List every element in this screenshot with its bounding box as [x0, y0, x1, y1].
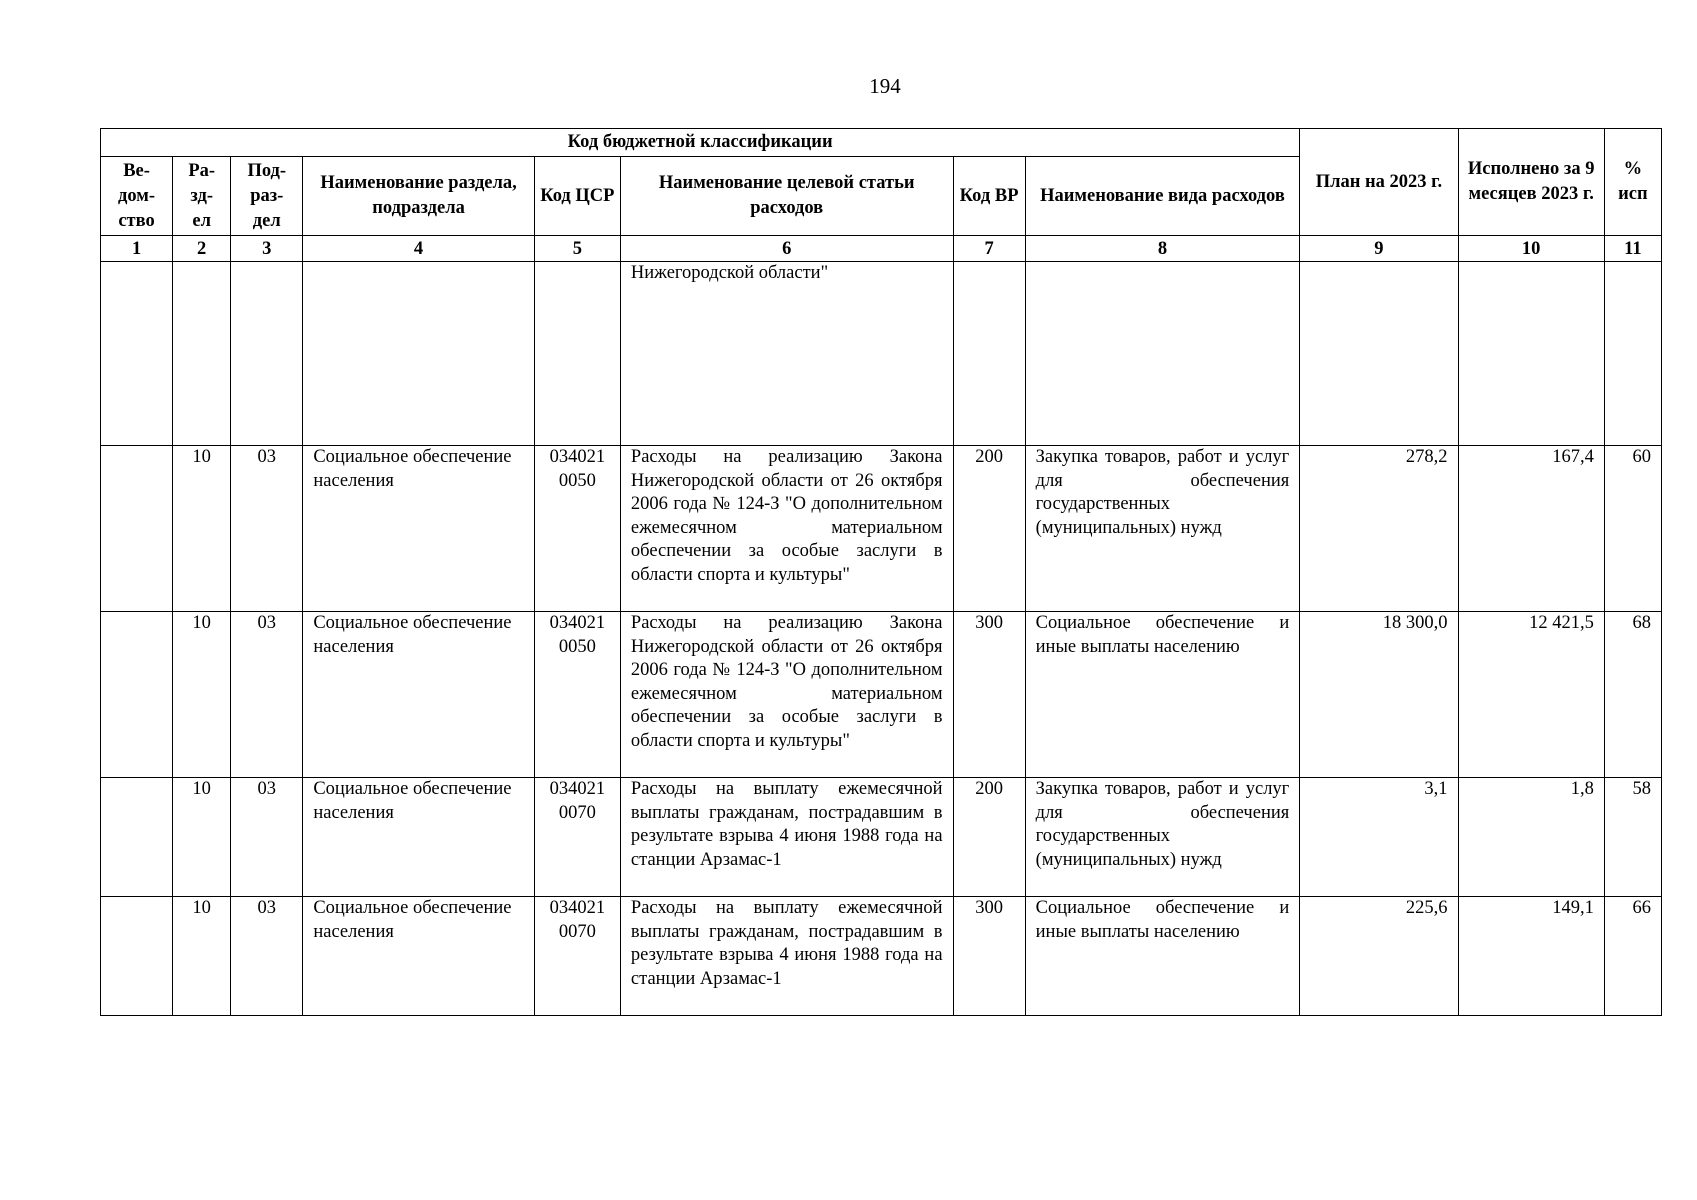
target-name-cell: Расходы на выплату ежемесячной выплаты гражданам, пострадавшим в результате взрыва 4 июня 1988 года на станции Арзамас-1 — [620, 897, 953, 1016]
column-number: 11 — [1604, 236, 1661, 262]
column-number: 5 — [534, 236, 620, 262]
percent-cell: 66 — [1604, 897, 1661, 1016]
dept-cell — [101, 446, 173, 612]
dept-cell — [101, 612, 173, 778]
budget-table — [100, 128, 1662, 1016]
column-number: 4 — [303, 236, 534, 262]
section-cell: 10 — [173, 612, 231, 778]
table-row — [101, 612, 1662, 778]
percent-cell: 58 — [1604, 778, 1661, 897]
target-name-cell: Расходы на реализацию Закона Нижегородской области от 26 октября 2006 года № 124-З "О дополнительном ежемесячном материальном обеспечении за особые заслуги в области спорта и культуры" — [620, 612, 953, 778]
vr-name-cell: Социальное обеспечение и иные выплаты населению — [1025, 612, 1300, 778]
column-number: 2 — [173, 236, 231, 262]
plan-cell: 225,6 — [1300, 897, 1458, 1016]
section-cell: 10 — [173, 897, 231, 1016]
section-name-cell: Социальное обеспечение населения — [303, 778, 534, 897]
subsection-cell: 03 — [231, 612, 303, 778]
column-number: 10 — [1458, 236, 1604, 262]
vr-cell: 200 — [953, 446, 1025, 612]
subsection-cell: 03 — [231, 778, 303, 897]
plan-cell: 278,2 — [1300, 446, 1458, 612]
page-number: 194 — [869, 74, 901, 98]
percent-cell: 60 — [1604, 446, 1661, 612]
dept-cell — [101, 778, 173, 897]
vr-name-cell: Закупка товаров, работ и услуг для обеспечения государственных (муниципальных) нужд — [1025, 778, 1300, 897]
column-number: 7 — [953, 236, 1025, 262]
table-row — [101, 446, 1662, 612]
section-name-cell: Социальное обеспечение населения — [303, 446, 534, 612]
vr-name-cell: Закупка товаров, работ и услуг для обеспечения государственных (муниципальных) нужд — [1025, 446, 1300, 612]
column-number: 6 — [620, 236, 953, 262]
target-name-cell: Расходы на выплату ежемесячной выплаты гражданам, пострадавшим в результате взрыва 4 июня 1988 года на станции Арзамас-1 — [620, 778, 953, 897]
budget-classification-header: Код бюджетной классификации — [101, 129, 1300, 157]
dept-column-header: Ве- дом- ство — [101, 157, 173, 236]
percent-column-header: % исп — [1604, 129, 1661, 236]
target-name-cell: Расходы на реализацию Закона Нижегородской области от 26 октября 2006 года № 124-З "О дополнительном ежемесячном материальном обеспечении за особые заслуги в области спорта и культуры" — [620, 446, 953, 612]
plan-column-header: План на 2023 г. — [1300, 129, 1458, 236]
subsection-cell: 03 — [231, 897, 303, 1016]
vr-name-cell: Социальное обеспечение и иные выплаты населению — [1025, 897, 1300, 1016]
csr-cell: 034021 0070 — [534, 897, 620, 1016]
done-cell: 1,8 — [1458, 778, 1604, 897]
column-number: 1 — [101, 236, 173, 262]
target-name-column-header: Наименование целевой статьи расходов — [620, 157, 953, 236]
subsection-cell: 03 — [231, 446, 303, 612]
section-cell: 10 — [173, 778, 231, 897]
csr-column-header: Код ЦСР — [534, 157, 620, 236]
percent-cell: 68 — [1604, 612, 1661, 778]
subsection-column-header: Под- раз- дел — [231, 157, 303, 236]
section-name-cell: Социальное обеспечение населения — [303, 897, 534, 1016]
table-row — [101, 262, 1662, 446]
column-number: 3 — [231, 236, 303, 262]
vr-cell: 300 — [953, 897, 1025, 1016]
csr-cell: 034021 0050 — [534, 612, 620, 778]
vr-name-column-header: Наименование вида расходов — [1025, 157, 1300, 236]
table-row — [101, 778, 1662, 897]
column-number: 8 — [1025, 236, 1300, 262]
csr-cell: 034021 0050 — [534, 446, 620, 612]
done-column-header: Исполнено за 9 месяцев 2023 г. — [1458, 129, 1604, 236]
vr-cell: 200 — [953, 778, 1025, 897]
target-name-cell: Нижегородской области" — [620, 262, 953, 446]
dept-cell — [101, 897, 173, 1016]
csr-cell: 034021 0070 — [534, 778, 620, 897]
vr-cell: 300 — [953, 612, 1025, 778]
section-name-cell: Социальное обеспечение населения — [303, 612, 534, 778]
vr-column-header: Код ВР — [953, 157, 1025, 236]
section-cell: 10 — [173, 446, 231, 612]
done-cell: 167,4 — [1458, 446, 1604, 612]
section-name-column-header: Наименование раздела, подраздела — [303, 157, 534, 236]
done-cell: 12 421,5 — [1458, 612, 1604, 778]
column-numbers-row — [101, 236, 1662, 262]
section-column-header: Ра- зд- ел — [173, 157, 231, 236]
plan-cell: 3,1 — [1300, 778, 1458, 897]
table-row — [101, 897, 1662, 1016]
column-number: 9 — [1300, 236, 1458, 262]
done-cell: 149,1 — [1458, 897, 1604, 1016]
plan-cell: 18 300,0 — [1300, 612, 1458, 778]
